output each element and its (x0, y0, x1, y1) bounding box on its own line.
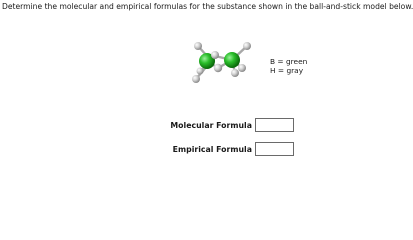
hydrogen-atom (231, 69, 239, 77)
legend-hydrogen: H = gray (270, 66, 304, 75)
empirical-formula-input[interactable] (255, 142, 294, 156)
ball-and-stick-model (188, 36, 260, 88)
molecular-formula-row (160, 118, 294, 132)
empirical-formula-label: Empirical Formula (172, 144, 252, 154)
question-text: Determine the molecular and empirical formulas for the substance shown in the ball-and-stick model below. (2, 2, 413, 11)
hydrogen-atom (192, 75, 200, 83)
boron-atom (224, 52, 240, 68)
molecular-formula-input[interactable] (255, 118, 294, 132)
bridging-hydrogen-atom (214, 64, 222, 72)
empirical-formula-row (160, 142, 294, 156)
bridging-hydrogen-atom (211, 51, 219, 59)
atom-legend (270, 57, 307, 75)
molecular-formula-label: Molecular Formula (170, 120, 252, 130)
hydrogen-atom (194, 42, 202, 50)
hydrogen-atom (197, 68, 204, 75)
hydrogen-atom (238, 64, 246, 72)
hydrogen-atom (243, 42, 251, 50)
legend-boron: B = green (270, 57, 308, 66)
